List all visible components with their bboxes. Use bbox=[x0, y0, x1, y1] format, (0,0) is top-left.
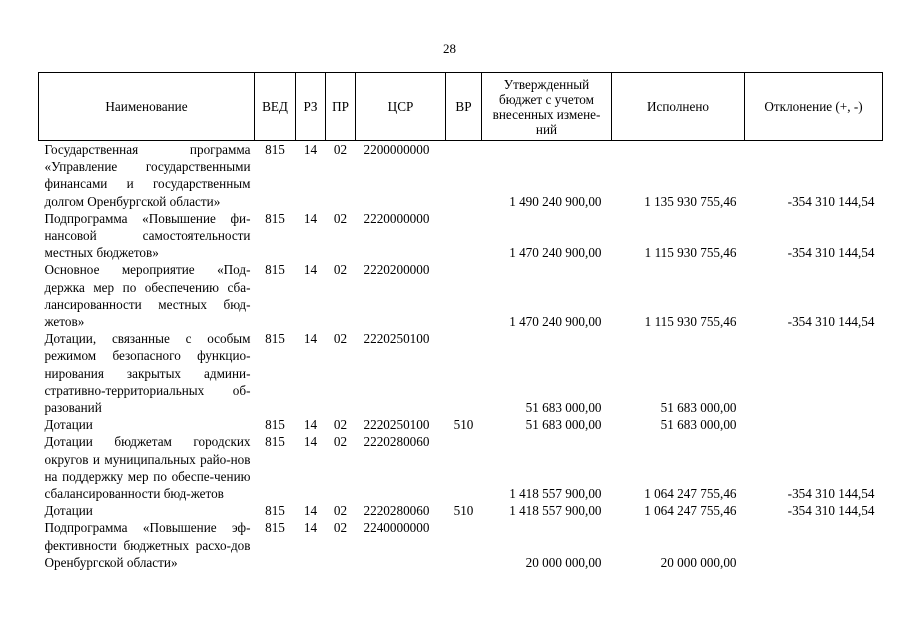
row-rz: 14 bbox=[303, 331, 318, 347]
row-deviation: -354 310 144,54 bbox=[787, 314, 875, 330]
row-approved: 1 490 240 900,00 bbox=[509, 193, 602, 209]
row-name: Дотации bbox=[44, 417, 93, 433]
row-executed: 1 135 930 755,46 bbox=[644, 193, 737, 209]
row-csr: 2220250100 bbox=[363, 331, 430, 347]
row-executed: 51 683 000,00 bbox=[660, 400, 737, 416]
row-approved: 20 000 000,00 bbox=[525, 554, 602, 570]
row-deviation: -354 310 144,54 bbox=[787, 486, 875, 502]
row-vr bbox=[446, 210, 482, 262]
row-vr bbox=[446, 261, 482, 330]
row-vr bbox=[446, 330, 482, 416]
row-name: Дотации bbox=[44, 503, 93, 519]
row-deviation: -354 310 144,54 bbox=[787, 503, 875, 519]
row-deviation: -354 310 144,54 bbox=[787, 245, 875, 261]
table-row bbox=[39, 141, 883, 210]
row-executed: 20 000 000,00 bbox=[660, 554, 737, 570]
table-row bbox=[39, 261, 883, 330]
header-name: Наименование bbox=[39, 73, 255, 141]
table-body bbox=[39, 141, 883, 572]
header-csr: ЦСР bbox=[356, 73, 446, 141]
row-ved: 815 bbox=[265, 503, 285, 519]
row-pr: 02 bbox=[333, 210, 348, 226]
budget-execution-table bbox=[38, 72, 883, 571]
row-ved: 815 bbox=[265, 520, 285, 536]
row-deviation bbox=[745, 416, 883, 433]
row-approved: 51 683 000,00 bbox=[525, 417, 602, 433]
header-row bbox=[39, 73, 883, 141]
row-pr: 02 bbox=[333, 262, 348, 278]
row-name: Подпрограмма «Повышение эф-фективности бюджетных расхо-дов Оренбургской области» bbox=[44, 520, 251, 570]
row-rz: 14 bbox=[303, 503, 318, 519]
row-rz: 14 bbox=[303, 142, 318, 157]
header-pr: ПР bbox=[326, 73, 356, 141]
row-approved: 1 418 557 900,00 bbox=[509, 486, 602, 502]
row-executed: 1 064 247 755,46 bbox=[644, 486, 737, 502]
row-csr: 2220250100 bbox=[363, 417, 430, 433]
row-vr: 510 bbox=[453, 417, 474, 433]
header-vr: ВР bbox=[446, 73, 482, 141]
row-ved: 815 bbox=[265, 434, 285, 450]
table-header bbox=[39, 73, 883, 141]
row-rz: 14 bbox=[303, 262, 318, 278]
row-csr: 2220200000 bbox=[363, 262, 430, 278]
row-csr: 2220000000 bbox=[363, 210, 430, 226]
row-csr: 2220280060 bbox=[363, 503, 430, 519]
row-executed: 1 115 930 755,46 bbox=[644, 245, 737, 261]
row-name: Дотации, связанные с особым режимом безопасного функцио-нирования закрытых админи-стративно-территориальных об-разований bbox=[44, 331, 251, 416]
row-name: Дотации бюджетам городских округов и муниципальных райо-нов на поддержку мер по обеспе-чению сбалансированности бюд-жетов bbox=[44, 434, 251, 502]
row-ved: 815 bbox=[265, 331, 285, 347]
row-deviation: -354 310 144,54 bbox=[787, 193, 875, 209]
row-csr: 2220280060 bbox=[363, 434, 430, 450]
row-deviation bbox=[745, 330, 883, 416]
row-pr: 02 bbox=[333, 142, 348, 157]
row-approved: 1 418 557 900,00 bbox=[509, 503, 602, 519]
row-pr: 02 bbox=[333, 331, 348, 347]
header-executed: Исполнено bbox=[612, 73, 745, 141]
table-row bbox=[39, 519, 883, 571]
row-vr bbox=[446, 519, 482, 571]
row-approved: 1 470 240 900,00 bbox=[509, 314, 602, 330]
table-row bbox=[39, 416, 883, 433]
row-approved: 51 683 000,00 bbox=[525, 400, 602, 416]
row-pr: 02 bbox=[333, 417, 348, 433]
row-name: Подпрограмма «Повышение фи-нансовой самостоятельности местных бюджетов» bbox=[44, 210, 251, 261]
page-number: 28 bbox=[443, 41, 456, 56]
row-deviation bbox=[745, 519, 883, 571]
row-name: Основное мероприятие «Под-держка мер по обеспечению сба-лансированности местных бюд-жетов» bbox=[44, 262, 251, 330]
row-rz: 14 bbox=[303, 210, 318, 226]
row-rz: 14 bbox=[303, 417, 318, 433]
row-executed: 1 064 247 755,46 bbox=[644, 503, 737, 519]
table-row bbox=[39, 502, 883, 519]
row-vr bbox=[446, 141, 482, 210]
table-row bbox=[39, 433, 883, 502]
row-vr: 510 bbox=[453, 503, 474, 519]
row-vr bbox=[446, 433, 482, 502]
row-executed: 1 115 930 755,46 bbox=[644, 314, 737, 330]
row-name: Государственная программа «Управление государственными финансами и государственным долгом Оренбургской области» bbox=[44, 142, 251, 209]
row-rz: 14 bbox=[303, 434, 318, 450]
row-ved: 815 bbox=[265, 262, 285, 278]
header-approved: Утвержденный бюджет с учетом внесенных измене-ний bbox=[482, 73, 612, 141]
row-ved: 815 bbox=[265, 210, 285, 226]
row-csr: 2240000000 bbox=[363, 520, 430, 536]
row-executed: 51 683 000,00 bbox=[660, 417, 737, 433]
row-ved: 815 bbox=[265, 142, 285, 157]
header-deviation: Отклонение (+, -) bbox=[745, 73, 883, 141]
table-row bbox=[39, 210, 883, 262]
row-pr: 02 bbox=[333, 520, 348, 536]
row-approved: 1 470 240 900,00 bbox=[509, 245, 602, 261]
row-pr: 02 bbox=[333, 434, 348, 450]
header-ved: ВЕД bbox=[255, 73, 296, 141]
row-csr: 2200000000 bbox=[363, 142, 430, 157]
row-rz: 14 bbox=[303, 520, 318, 536]
table-row bbox=[39, 330, 883, 416]
row-ved: 815 bbox=[265, 417, 285, 433]
row-pr: 02 bbox=[333, 503, 348, 519]
header-rz: РЗ bbox=[296, 73, 326, 141]
